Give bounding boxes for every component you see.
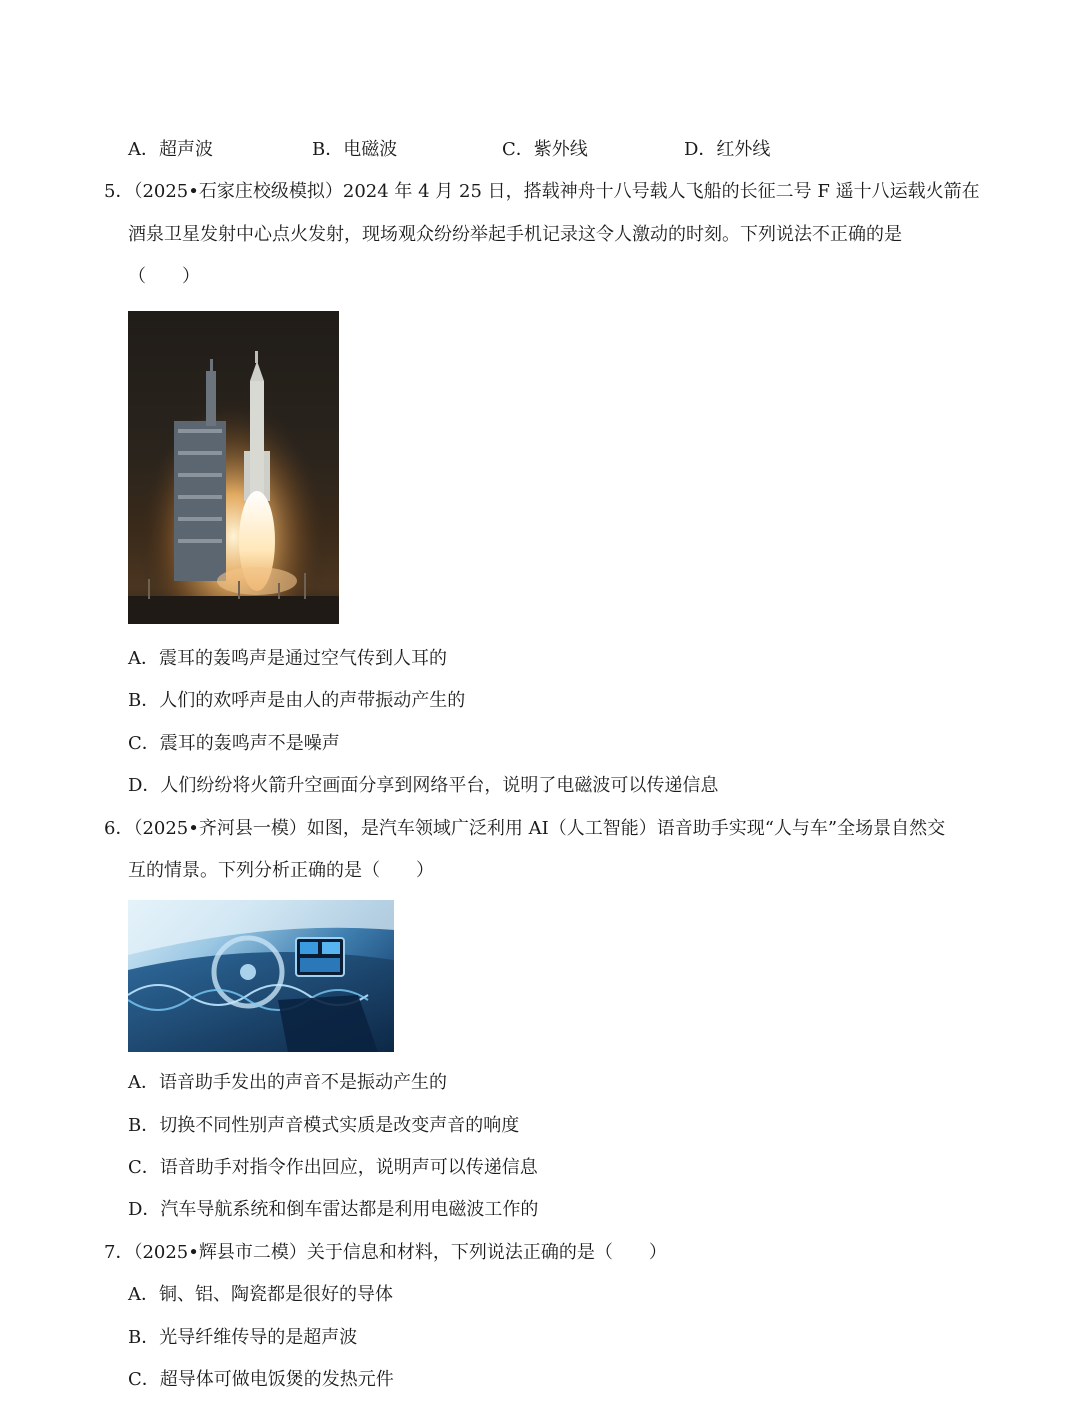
q4-option-c: C．紫外线 [502,139,588,160]
q6-stem-line-2: 互的情景。下列分析正确的是（ ） [128,860,434,881]
q5-option-d: D．人们纷纷将火箭升空画面分享到网络平台，说明了电磁波可以传递信息 [128,775,719,796]
q7-option-c: C．超导体可做电饭煲的发热元件 [128,1369,394,1390]
q6-option-a: A．语音助手发出的声音不是振动产生的 [128,1072,447,1093]
q5-option-c: C．震耳的轰鸣声不是噪声 [128,733,340,754]
car-interior-photo [128,900,394,1052]
q5-option-b: B．人们的欢呼声是由人的声带振动产生的 [128,690,466,711]
q6-stem-line-1: 6．（2025•齐河县一模）如图，是汽车领域广泛利用 AI（人工智能）语音助手实现“人与车”全场景自然交 [104,818,946,839]
q6-option-b: B．切换不同性别声音模式实质是改变声音的响度 [128,1115,520,1136]
q5-option-a: A．震耳的轰鸣声是通过空气传到人耳的 [128,648,447,669]
rocket-launch-photo [128,311,339,624]
q4-option-a: A．超声波 [128,139,213,160]
q7-option-b: B．光导纤维传导的是超声波 [128,1327,358,1348]
q6-option-c: C．语音助手对指令作出回应，说明声可以传递信息 [128,1157,538,1178]
q5-stem-line-3: （ ） [128,266,200,287]
q4-option-d: D．红外线 [684,139,771,160]
q5-stem-line-1: 5．（2025•石家庄校级模拟）2024 年 4 月 25 日，搭载神舟十八号载人飞船的长征二号 F 遥十八运载火箭在 [104,181,980,202]
q4-option-b: B．电磁波 [312,139,398,160]
q7-stem-line-1: 7．（2025•辉县市二模）关于信息和材料，下列说法正确的是（ ） [104,1242,667,1263]
q7-option-a: A．铜、铝、陶瓷都是很好的导体 [128,1284,393,1305]
q5-stem-line-2: 酒泉卫星发射中心点火发射，现场观众纷纷举起手机记录这令人激动的时刻。下列说法不正确的是 [128,224,902,245]
q6-option-d: D．汽车导航系统和倒车雷达都是利用电磁波工作的 [128,1199,539,1220]
